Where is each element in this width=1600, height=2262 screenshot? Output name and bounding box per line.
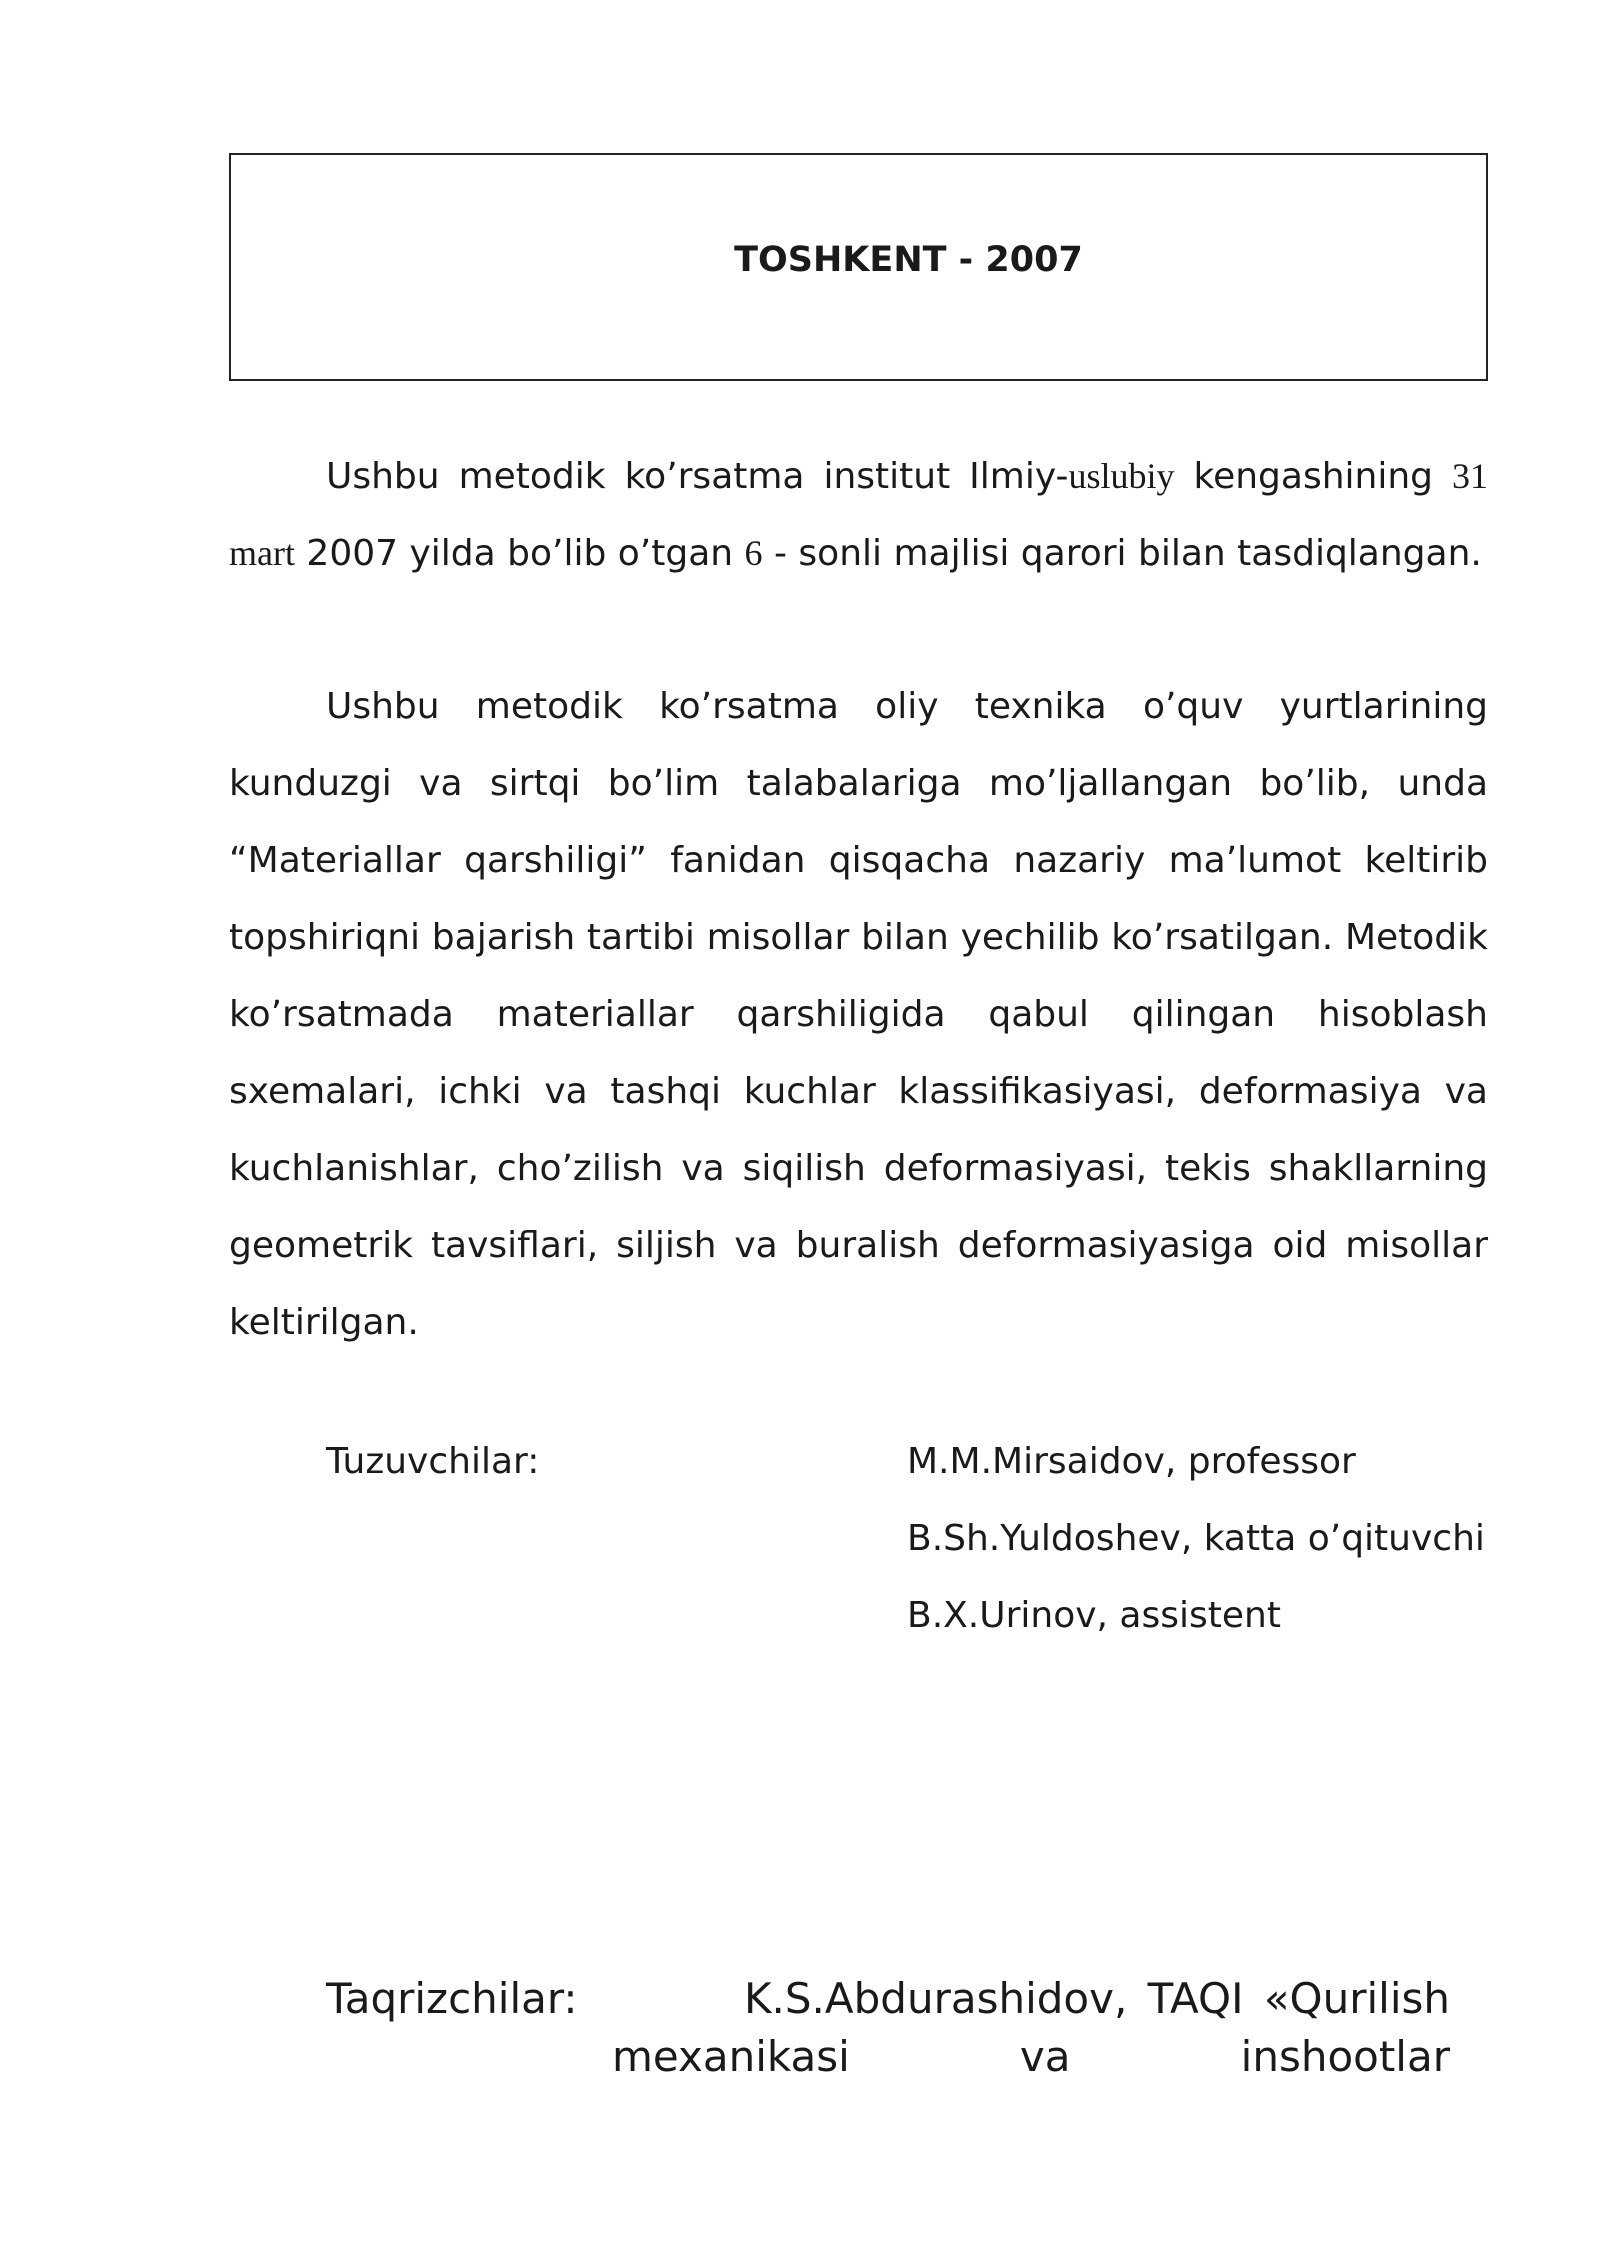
description-text: Ushbu metodik ko’rsatma oliy texnika o’quv yurtlarining kunduzgi va sirtqi bo’lim talabalariga mo’ljallangan bo’lib, unda “Materiallar qarshiligi” fanidan qisqacha nazariy ma’lumot keltirib topshiriqni bajarish tartibi misollar bilan yechilib ko’rsatilgan. Metodik ko’rsatmada materiallar qarshiligida qabul qilingan hisoblash sxemalari, ichki va tashqi kuchlar klassifikasiyasi, deformasiya va kuchlanishlar, cho’zilish va siqilish deformasiyasi, tekis shakllarning geometrik tavsiflari, siljish va buralish deformasiyasiga oid misollar keltirilgan. xyxy=(229,686,1488,1343)
approval-text-c: kengashining xyxy=(1174,456,1452,497)
compiler-name: M.M.Mirsaidov, professor xyxy=(907,1441,1356,1482)
compilers-label: Tuzuvchilar: xyxy=(326,1441,540,1482)
title-box xyxy=(229,153,1488,381)
approval-text-e: 2007 yilda bo’lib o’tgan xyxy=(294,533,745,574)
reviewer-line-1 xyxy=(744,1970,1450,2028)
page-title: TOSHKENT - 2007 xyxy=(734,240,1083,280)
compiler-name: B.X.Urinov, assistent xyxy=(907,1595,1281,1636)
reviewer-word: mexanikasi xyxy=(612,2032,850,2081)
approval-text-g: - sonli majlisi qarori bilan tasdiqlangan. xyxy=(762,533,1482,574)
reviewer-line-2 xyxy=(612,2028,1450,2086)
description-paragraph xyxy=(229,668,1488,1361)
reviewer-word: K.S.Abdurashidov, xyxy=(744,1974,1128,2023)
reviewer-word: «Qurilish xyxy=(1263,1974,1450,2023)
reviewer-word: va xyxy=(1019,2032,1071,2081)
reviewers-label: Taqrizchilar: xyxy=(326,1974,578,2023)
approval-date: 31 mart xyxy=(229,456,1488,573)
approval-paragraph xyxy=(229,438,1488,592)
approval-text-a: Ushbu metodik ko’rsatma institut Ilmiy- xyxy=(326,456,1069,497)
approval-session-number: 6 xyxy=(744,533,763,573)
reviewer-word: TAQI xyxy=(1147,1974,1244,2023)
compilers-list xyxy=(907,1423,1485,1654)
reviewer-word: inshootlar xyxy=(1240,2032,1450,2081)
compiler-name: B.Sh.Yuldoshev, katta o’qituvchi xyxy=(907,1518,1485,1559)
approval-text-b: uslubiy xyxy=(1068,456,1175,496)
